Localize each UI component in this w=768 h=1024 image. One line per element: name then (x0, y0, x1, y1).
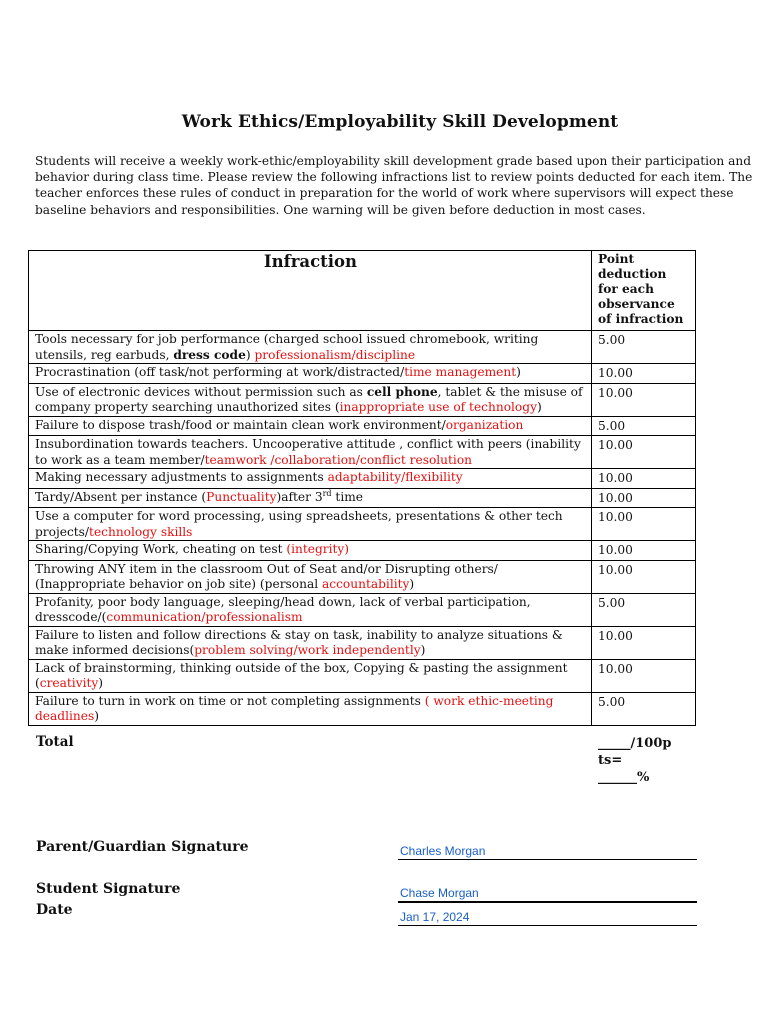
infraction-text: Throwing ANY item in the classroom Out of Seat and/or Disrupting others/ (Inappropriate behavior on job site) (personal (35, 561, 498, 591)
infraction-cell (29, 508, 592, 541)
date-field[interactable]: Jan 17, 2024 (398, 910, 697, 926)
points-cell: 5.00 (592, 416, 696, 436)
table-header-row (29, 251, 696, 331)
infraction-text: Failure to listen and follow directions & stay on task, inability to analyze situations & make informed decisions( (35, 627, 563, 657)
infraction-text: Tools necessary for job performance (charged school issued chromebook, writing utensils, reg earbuds, (35, 332, 539, 362)
infraction-text: Use of electronic devices without permission such as (35, 384, 367, 399)
skill-label: adaptability/flexibility (327, 470, 463, 484)
points-cell: 10.00 (592, 488, 696, 508)
points-cell: 10.00 (592, 508, 696, 541)
infraction-cell (29, 560, 592, 593)
infraction-text: )after 3 (276, 489, 323, 504)
points-header: Point deduction for each observance of infraction (592, 251, 696, 331)
table-row (29, 488, 696, 508)
table-row (29, 331, 696, 364)
infraction-text: Failure to dispose trash/food or maintain clean work environment/ (35, 417, 446, 432)
infraction-text: , tablet & the misuse of company property searching unauthorized sites ( (35, 384, 583, 414)
infraction-cell (29, 364, 592, 384)
infraction-text: ) (94, 709, 99, 723)
points-cell: 5.00 (592, 593, 696, 626)
student-signature-field[interactable]: Chase Morgan (398, 886, 697, 903)
total-points-line: _____/100p (598, 736, 672, 751)
ordinal-suffix: rd (322, 488, 332, 498)
skill-label: teamwork /collaboration/conflict resolution (204, 452, 473, 467)
points-cell: 10.00 (592, 541, 696, 561)
table-row (29, 692, 696, 725)
points-cell: 10.00 (592, 659, 696, 692)
skill-label: accountability (322, 577, 410, 591)
student-signature-label: Student Signature (36, 881, 181, 897)
infraction-table (28, 250, 696, 726)
infraction-text: Lack of brainstorming, thinking outside of the box, Copying & pasting the assignment ( (35, 660, 568, 690)
table-row (29, 436, 696, 469)
points-cell: 10.00 (592, 469, 696, 489)
total-points-line: ts= (598, 753, 623, 768)
points-cell: 10.00 (592, 436, 696, 469)
table-row (29, 541, 696, 561)
skill-label: problem solving/work independently (194, 643, 421, 657)
date-label: Date (36, 902, 73, 918)
skill-label: ( work ethic-meeting deadlines (35, 693, 554, 723)
infraction-cell (29, 692, 592, 725)
infraction-text: Sharing/Copying Work, cheating on test (35, 542, 287, 556)
infraction-text: Profanity, poor body language, sleeping/head down, lack of verbal participation, dresscode/( (35, 594, 531, 624)
points-cell: 10.00 (592, 364, 696, 384)
infraction-cell (29, 436, 592, 469)
points-cell: 10.00 (592, 626, 696, 659)
skill-label: communication/professionalism (106, 610, 303, 624)
infraction-header: Infraction (29, 251, 592, 331)
infraction-cell (29, 488, 592, 508)
parent-signature-label: Parent/Guardian Signature (36, 839, 249, 855)
points-cell: 10.00 (592, 560, 696, 593)
infraction-text: ) (516, 365, 521, 379)
infraction-cell (29, 541, 592, 561)
infraction-text: ) (245, 347, 255, 362)
skill-label: (integrity) (286, 542, 350, 556)
total-label: Total (36, 734, 74, 750)
points-cell: 5.00 (592, 331, 696, 364)
infraction-cell (29, 331, 592, 364)
infraction-cell (29, 659, 592, 692)
infraction-cell (29, 416, 592, 436)
infraction-text: Tardy/Absent per instance ( (35, 489, 207, 504)
table-row (29, 626, 696, 659)
infraction-text: Failure to turn in work on time or not completing assignments (35, 693, 425, 708)
infraction-text: Use a computer for word processing, using spreadsheets, presentations & other tech projects/ (35, 509, 563, 539)
table-row (29, 383, 696, 416)
total-percent-line: ______% (598, 770, 650, 785)
skill-label: inappropriate use of technology (339, 400, 537, 414)
infraction-text: ) (98, 676, 104, 690)
skill-label: time management (404, 365, 517, 379)
skill-label: technology skills (89, 524, 193, 539)
infraction-text: time (331, 489, 363, 504)
infraction-text: ) (536, 400, 542, 414)
infraction-bold-text: cell phone (366, 384, 438, 399)
points-cell: 5.00 (592, 692, 696, 725)
infraction-text: Procrastination (off task/not performing at work/distracted/ (35, 365, 405, 379)
table-row (29, 416, 696, 436)
table-row (29, 593, 696, 626)
table-row (29, 364, 696, 384)
skill-label: Punctuality (206, 489, 277, 504)
skill-label: professionalism/discipline (254, 347, 416, 362)
table-row (29, 508, 696, 541)
infraction-text: Insubordination towards teachers. Uncooperative attitude , conflict with peers (inability to work as a team member/ (35, 437, 581, 467)
infraction-bold-text: dress code (173, 347, 246, 362)
infraction-cell (29, 469, 592, 489)
intro-paragraph: Students will receive a weekly work-ethic/employability skill development grade based upon their participation and behavior during class time. Please review the following infractions list to review points deducted for each item. The teacher enforces these rules of conduct in preparation for the world of work where supervisors will expect these baseline behaviors and responsibilities. One warning will be given before deduction in most cases. (35, 154, 753, 217)
document-title: Work Ethics/Employability Skill Development (181, 112, 619, 132)
total-points-field[interactable] (598, 735, 698, 786)
infraction-text: Making necessary adjustments to assignments (35, 470, 328, 484)
table-row (29, 469, 696, 489)
infraction-cell (29, 626, 592, 659)
infraction-cell (29, 383, 592, 416)
parent-signature-field[interactable]: Charles Morgan (398, 844, 697, 860)
skill-label: organization (445, 417, 524, 432)
table-row (29, 659, 696, 692)
skill-label: creativity (39, 676, 99, 690)
infraction-cell (29, 593, 592, 626)
infraction-text: ) (420, 643, 426, 657)
points-cell: 10.00 (592, 383, 696, 416)
table-row (29, 560, 696, 593)
infraction-text: ) (409, 577, 415, 591)
